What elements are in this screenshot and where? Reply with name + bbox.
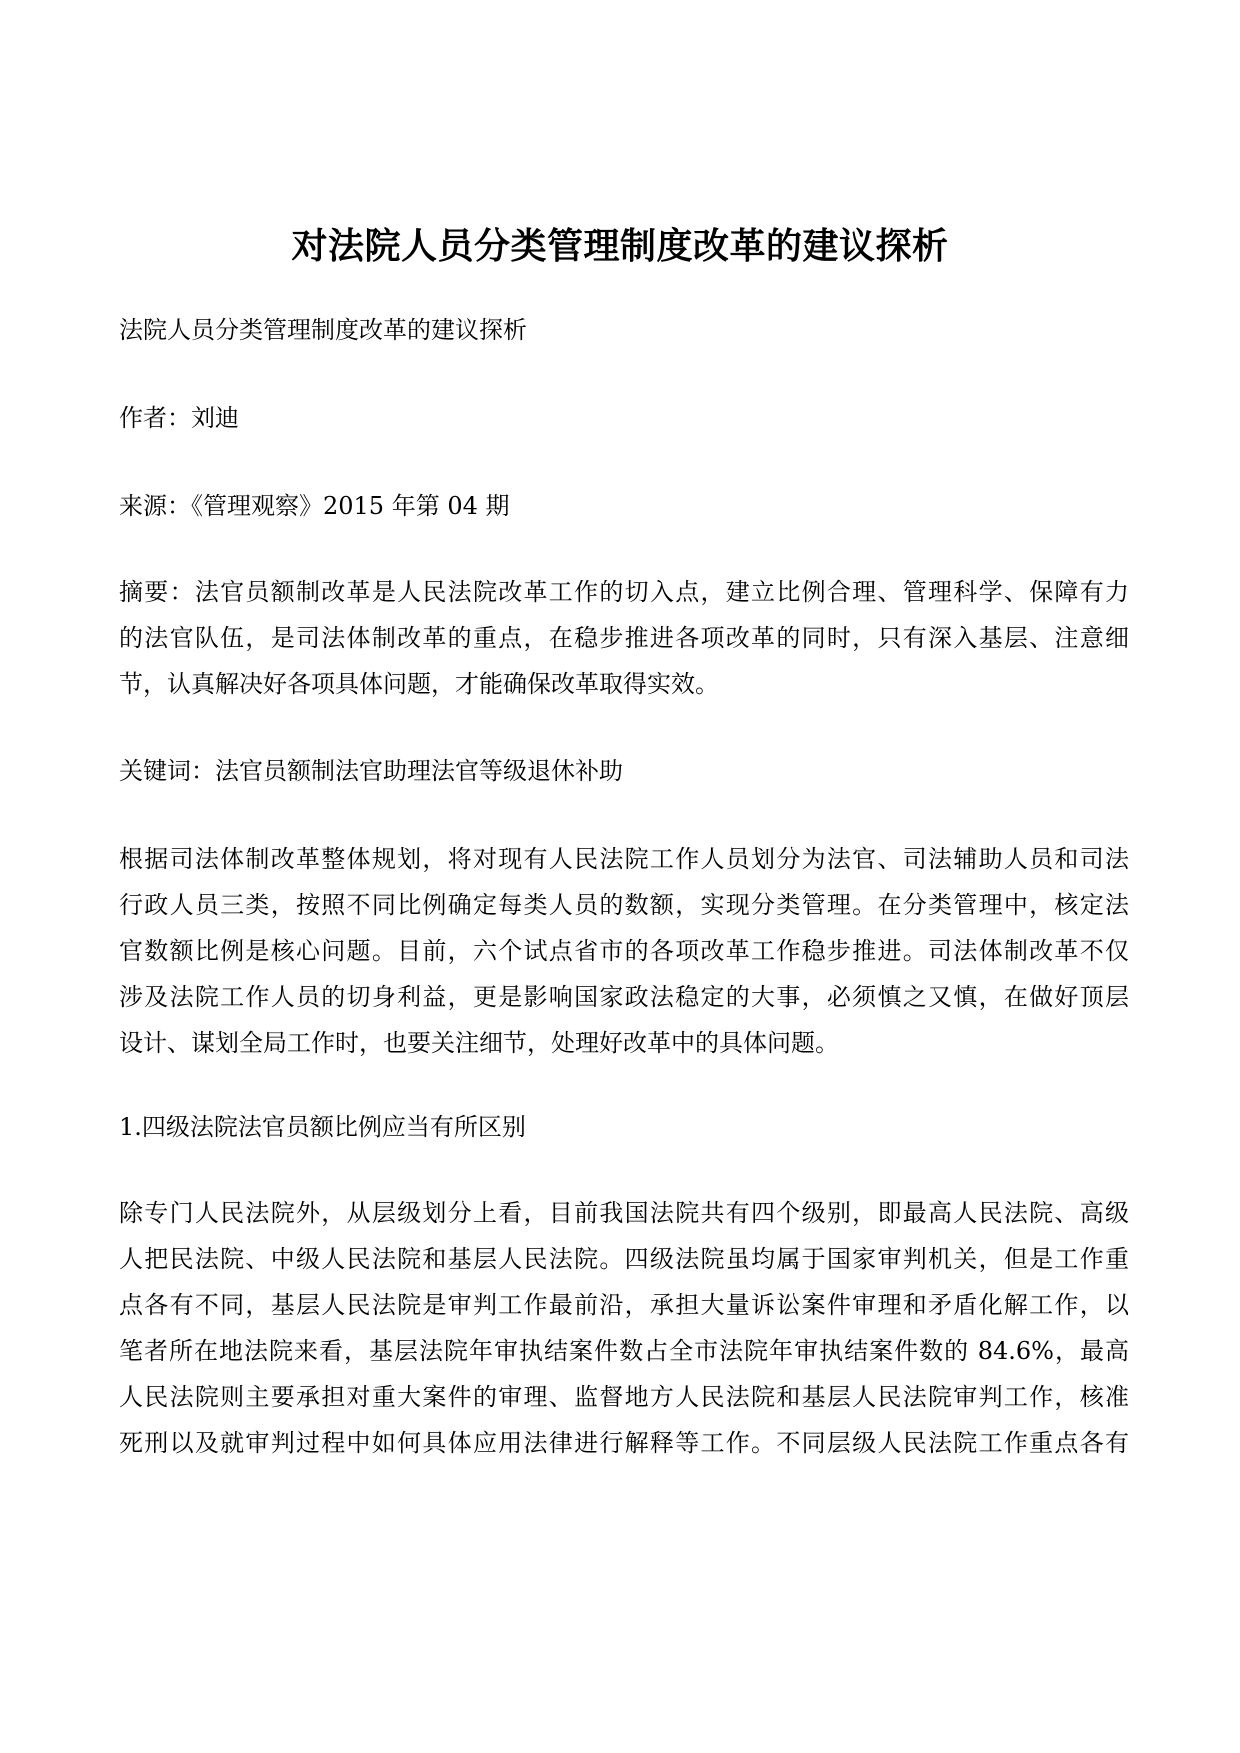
abstract-line: 的法官队伍，是司法体制改革的重点，在稳步推进各项改革的同时，只有深入基层、注意细 bbox=[119, 624, 1129, 652]
keywords-line: 关键词：法官员额制法官助理法官等级退休补助 bbox=[119, 757, 623, 785]
section-1-line: 人民法院则主要承担对重大案件的审理、监督地方人民法院和基层人民法院审判工作，核准 bbox=[119, 1383, 1129, 1411]
section-1-paragraph bbox=[119, 1190, 1129, 1466]
intro-paragraph bbox=[119, 836, 1129, 1066]
intro-line: 官数额比例是核心问题。目前，六个试点省市的各项改革工作稳步推进。司法体制改革不仅 bbox=[119, 937, 1129, 965]
section-1-line: 人把民法院、中级人民法院和基层人民法院。四级法院虽均属于国家审判机关，但是工作重 bbox=[119, 1245, 1129, 1273]
document-title: 对法院人员分类管理制度改革的建议探析 bbox=[291, 225, 949, 267]
section-1-line: 除专门人民法院外，从层级划分上看，目前我国法院共有四个级别，即最高人民法院、高级 bbox=[119, 1199, 1129, 1227]
abstract-line: 节，认真解决好各项具体问题，才能确保改革取得实效。 bbox=[119, 670, 719, 698]
section-1-line: 死刑以及就审判过程中如何具体应用法律进行解释等工作。不同层级人民法院工作重点各有 bbox=[119, 1429, 1129, 1457]
source-line: 来源：《管理观察》2015 年第 04 期 bbox=[119, 492, 510, 520]
section-1-heading: 1.四级法院法官员额比例应当有所区别 bbox=[119, 1113, 526, 1141]
intro-line: 行政人员三类，按照不同比例确定每类人员的数额，实现分类管理。在分类管理中，核定法 bbox=[119, 891, 1129, 919]
author-line: 作者：刘迪 bbox=[119, 404, 239, 432]
intro-line: 涉及法院工作人员的切身利益，更是影响国家政法稳定的大事，必须慎之又慎，在做好顶层 bbox=[119, 983, 1129, 1011]
section-1-line: 笔者所在地法院来看，基层法院年审执结案件数占全市法院年审执结案件数的 84.6%，最高 bbox=[119, 1337, 1129, 1365]
subtitle: 法院人员分类管理制度改革的建议探析 bbox=[119, 316, 527, 344]
abstract-paragraph bbox=[119, 569, 1129, 707]
section-1-line: 点各有不同，基层人民法院是审判工作最前沿，承担大量诉讼案件审理和矛盾化解工作，以 bbox=[119, 1291, 1129, 1319]
abstract-line: 摘要：法官员额制改革是人民法院改革工作的切入点，建立比例合理、管理科学、保障有力 bbox=[119, 578, 1129, 606]
intro-line: 根据司法体制改革整体规划，将对现有人民法院工作人员划分为法官、司法辅助人员和司法 bbox=[119, 845, 1129, 873]
intro-line: 设计、谋划全局工作时，也要关注细节，处理好改革中的具体问题。 bbox=[119, 1029, 839, 1057]
